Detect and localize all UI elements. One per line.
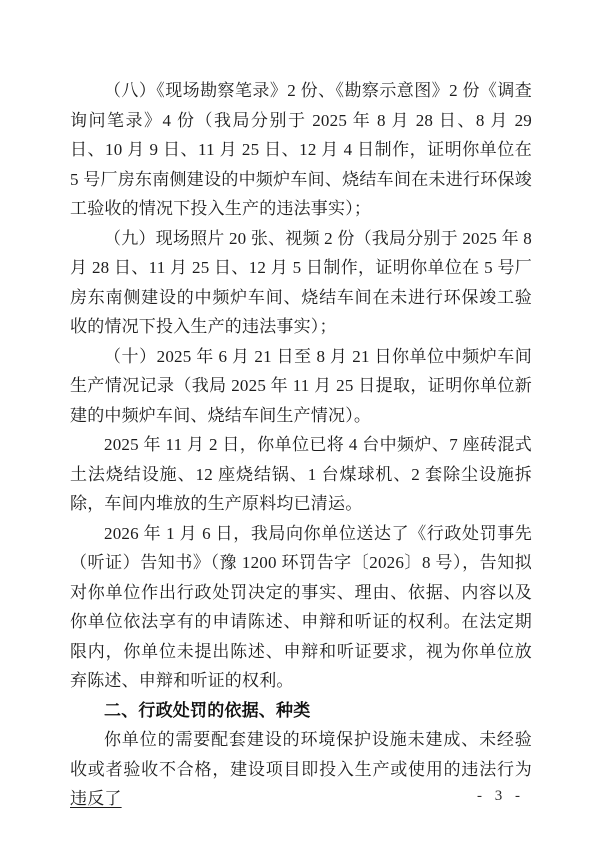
violation-conclusion-text: 你单位的需要配套建设的环境保护设施未建成、未经验收或者验收不合格，建设项目即投入生产或使用的违法行为: [70, 730, 532, 779]
document-body: [70, 76, 532, 814]
evidence-item-10: （十）2025 年 6 月 21 日至 8 月 21 日你单位中频炉车间生产情况记录（我局 2025 年 11 月 25 日提取，证明你单位新建的中频炉车间、烧结车间生产情况）。: [70, 346, 532, 425]
violation-conclusion-paragraph: [70, 725, 532, 814]
evidence-item-8: （八）《现场勘察笔录》2 份、《勘察示意图》2 份《调查询问笔录》4 份（我局分别于 2025 年 8 月 28 日、8 月 29 日、10 月 9 日、11 月 25 日、12 月 4 日制作，证明你单位在 5 号厂房东南侧建设的中频炉车间、烧结车间在未进行环保竣工验收的情况下投入生产的违法事实）；: [70, 81, 532, 218]
prior-notification-paragraph: 2026 年 1 月 6 日，我局向你单位送达了《行政处罚事先（听证）告知书》（豫 1200 环罚告字〔2026〕8 号），告知拟对你单位作出行政处罚决定的事实、理由、依据、内容以及你单位依法享有的申请陈述、申辩和听证的权利。在法定期限内，你单位未提出陈述、申辩和听证要求，视为你单位放弃陈述、申辩和听证的权利。: [70, 523, 532, 690]
dismantlement-paragraph: 2025 年 11 月 2 日，你单位已将 4 台中频炉、7 座砖混式土法烧结设施、12 座烧结锅、1 台煤球机、2 套除尘设施拆除，车间内堆放的生产原料均已清运。: [70, 435, 532, 513]
evidence-item-9: （九）现场照片 20 张、视频 2 份（我局分别于 2025 年 8 月 28 日、11 月 25 日、12 月 5 日制作，证明你单位在 5 号厂房东南侧建设的中频炉车间、烧结车间在未进行环保竣工验收的情况下投入生产的违法事实）；: [70, 228, 532, 336]
page-number: - 3 -: [477, 788, 523, 804]
violation-underlined-text: 违反了: [70, 789, 122, 808]
section-heading-penalty-basis: 二、行政处罚的依据、种类: [104, 700, 311, 720]
